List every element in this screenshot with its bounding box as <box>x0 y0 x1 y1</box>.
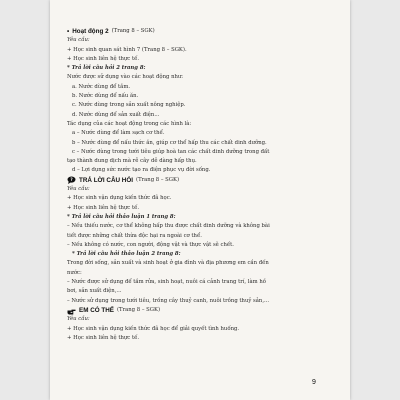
pointing-hand-icon <box>67 307 76 315</box>
list-item: a. Nước dùng để tắm. <box>72 83 131 90</box>
paragraph-line: – Nước sử dụng trong tưới tiêu, trồng cây thuỷ canh, nuôi trồng thuỷ sản,... <box>67 297 270 304</box>
answer-heading: * Trả lời câu hỏi thảo luận 1 trang 8: <box>67 213 176 220</box>
list-item: c – Nước dùng trong tưới tiêu giúp hoà tan các chất dinh dưỡng trong đất <box>72 148 270 155</box>
section-heading-hoat-dong-2 <box>67 27 329 36</box>
page-number: 9 <box>312 379 316 386</box>
list-item: c. Nước dùng trong sản xuất nông nghiệp. <box>72 102 186 109</box>
page-content <box>67 27 329 343</box>
svg-text:?: ? <box>70 177 73 183</box>
list-item: a – Nước dùng để làm sạch cơ thể. <box>72 130 165 137</box>
paragraph-line: – Nếu thiếu nước, cơ thể không hấp thu được chất dinh dưỡng và không bài <box>67 223 270 230</box>
answer-heading: * Trả lời câu hỏi thảo luận 2 trang 8: <box>72 251 181 258</box>
paragraph: Tác dụng của các hoạt động trong các hình là: <box>67 120 192 127</box>
paragraph-line: Trong đời sống, sản xuất và sinh hoạt ở gia đình và địa phương em cần đến <box>67 260 269 267</box>
section-heading-tra-loi-cau-hoi <box>67 176 329 185</box>
section-title: EM CÓ THỂ <box>79 306 114 314</box>
section-bullet: • <box>67 28 70 35</box>
paragraph-line: nước: <box>67 269 82 276</box>
requirement-label: Yêu cầu: <box>67 316 90 323</box>
requirement-item: + Học sinh liên hệ thực tế. <box>67 204 140 211</box>
speech-bubble-icon <box>67 176 76 184</box>
requirement-item: + Học sinh liên hệ thực tế. <box>67 55 140 62</box>
paragraph-line: – Nếu không có nước, con người, động vật và thực vật sẽ chết. <box>67 241 234 248</box>
answer-heading: * Trả lời câu hỏi 2 trang 8: <box>67 65 146 72</box>
paragraph-line: – Nước được sử dụng để tắm rửa, sinh hoạt, nuôi cá cảnh trang trí, làm hồ <box>67 279 266 286</box>
section-heading-em-co-the <box>67 306 329 315</box>
requirement-item: + Học sinh liên hệ thực tế. <box>67 334 140 341</box>
section-title: Hoạt động 2 <box>72 28 109 35</box>
section-title: TRẢ LỜI CÂU HỎI <box>79 176 133 184</box>
paragraph-line: bơi, sản xuất điện,... <box>67 288 122 295</box>
requirement-label: Yêu cầu: <box>67 186 90 193</box>
section-ref: (Trang 8 – SGK) <box>116 306 161 313</box>
requirement-item: + Học sinh vận dụng kiến thức đã học để giải quyết tình huống. <box>67 325 240 332</box>
list-item: b – Nước dùng để nấu thức ăn, giúp cơ thể hấp thu các chất dinh dưỡng. <box>72 139 267 146</box>
paragraph: Nước được sử dụng vào các hoạt động như: <box>67 74 184 81</box>
list-item-continuation: tạo thành dung dịch mà rễ cây dễ dàng hấp thụ. <box>67 158 197 165</box>
requirement-label: Yêu cầu: <box>67 37 90 44</box>
book-page <box>50 0 350 400</box>
list-item: d. Nước dùng để sản xuất điện... <box>72 111 160 118</box>
section-ref: (Trang 8 – SGK) <box>111 28 155 34</box>
list-item: d – Lợi dụng sức nước tạo ra điện phục vụ đời sống. <box>72 167 211 174</box>
requirement-item: + Học sinh quan sát hình 7 (Trang 8 – SGK). <box>67 46 187 53</box>
section-ref: (Trang 8 – SGK) <box>136 176 180 183</box>
paragraph-line: tiết được những chất thừa độc hại ra ngoài cơ thể. <box>67 232 202 239</box>
list-item: b. Nước dùng để nấu ăn. <box>72 93 139 100</box>
requirement-item: + Học sinh vận dụng kiến thức đã học. <box>67 195 172 202</box>
